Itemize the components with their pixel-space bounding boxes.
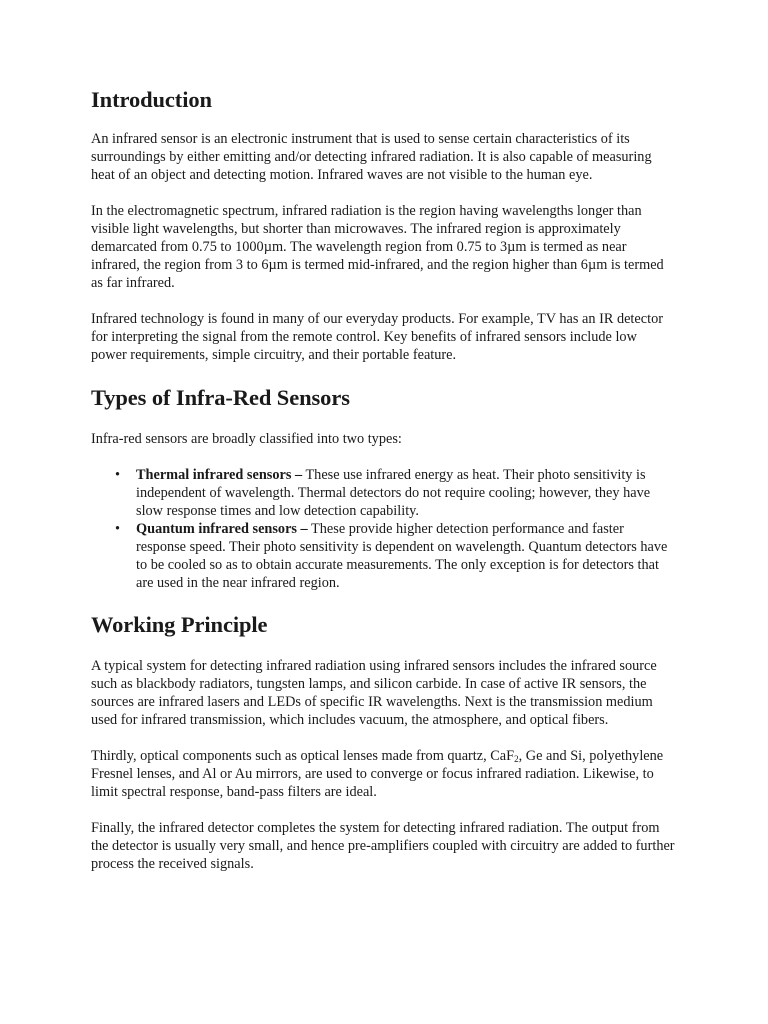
types-intro: Infra-red sensors are broadly classified into two types:: [91, 431, 402, 447]
working-paragraph-2: [91, 747, 676, 801]
working-paragraph-3: Finally, the infrared detector completes the system for detecting infrared radiation. The output from the detector is usually very small, and hence pre-amplifiers coupled with circuitry are added to further process the received signals.: [91, 820, 675, 872]
desc-quantum: These provide higher detection performance and faster response speed. Their photo sensitivity is dependent on wavelength. Quantum detectors have to be cooled so as to obtain accurate measurements. The only exception is for detectors that are used in the near infrared region.: [136, 521, 668, 591]
working-paragraph-1: A typical system for detecting infrared radiation using infrared sensors includes the infrared source such as blackbody radiators, tungsten lamps, and silicon carbide. In case of active IR sensors, the sources are infrared lasers and LEDs of specific IR wavelengths. Next is the transmission medium used for infrared transmission, which includes vacuum, the atmosphere, and optical fibers.: [91, 658, 657, 728]
bullet-icon: •: [115, 467, 121, 483]
document-page: [91, 86, 676, 873]
intro-paragraph-2: In the electromagnetic spectrum, infrared radiation is the region having wavelengths longer than visible light wavelengths, but shorter than microwaves. The infrared region is approximately demarcated from 0.75 to 1000µm. The wavelength region from 0.75 to 3µm is termed as near infrared, the region from 3 to 6µm is termed mid-infrared, and the region higher than 6µm is termed as far infrared.: [91, 203, 664, 291]
heading-types: Types of Infra-Red Sensors: [91, 385, 350, 410]
bullet-icon: •: [115, 521, 121, 537]
working-p2-text-a: Thirdly, optical components such as optical lenses made from quartz, CaF: [91, 748, 515, 764]
heading-introduction: Introduction: [91, 87, 212, 112]
term-quantum: Quantum infrared sensors –: [136, 521, 308, 537]
list-item-thermal: [91, 466, 676, 520]
heading-working-principle: Working Principle: [91, 612, 268, 637]
list-item-quantum: [91, 520, 676, 592]
desc-thermal: These use infrared energy as heat. Their photo sensitivity is independent of wavelength. Thermal detectors do not require cooling; however, they have slow response times and low detection capability.: [136, 467, 651, 519]
working-p2-text-b: , Ge and Si, polyethylene Fresnel lenses, and Al or Au mirrors, are used to converge or focus infrared radiation. Likewise, to limit spectral response, band-pass filters are ideal.: [91, 748, 664, 800]
subscript-2: 2: [514, 754, 519, 764]
intro-paragraph-1: An infrared sensor is an electronic instrument that is used to sense certain characteristics of its surroundings by either emitting and/or detecting infrared radiation. It is also capable of measuring heat of an object and detecting motion. Infrared waves are not visible to the human eye.: [91, 131, 652, 183]
types-list: [91, 466, 676, 592]
intro-paragraph-3: Infrared technology is found in many of our everyday products. For example, TV has an IR detector for interpreting the signal from the remote control. Key benefits of infrared sensors include low power requirements, simple circuitry, and their portable feature.: [91, 311, 663, 363]
term-thermal: Thermal infrared sensors –: [136, 467, 303, 483]
